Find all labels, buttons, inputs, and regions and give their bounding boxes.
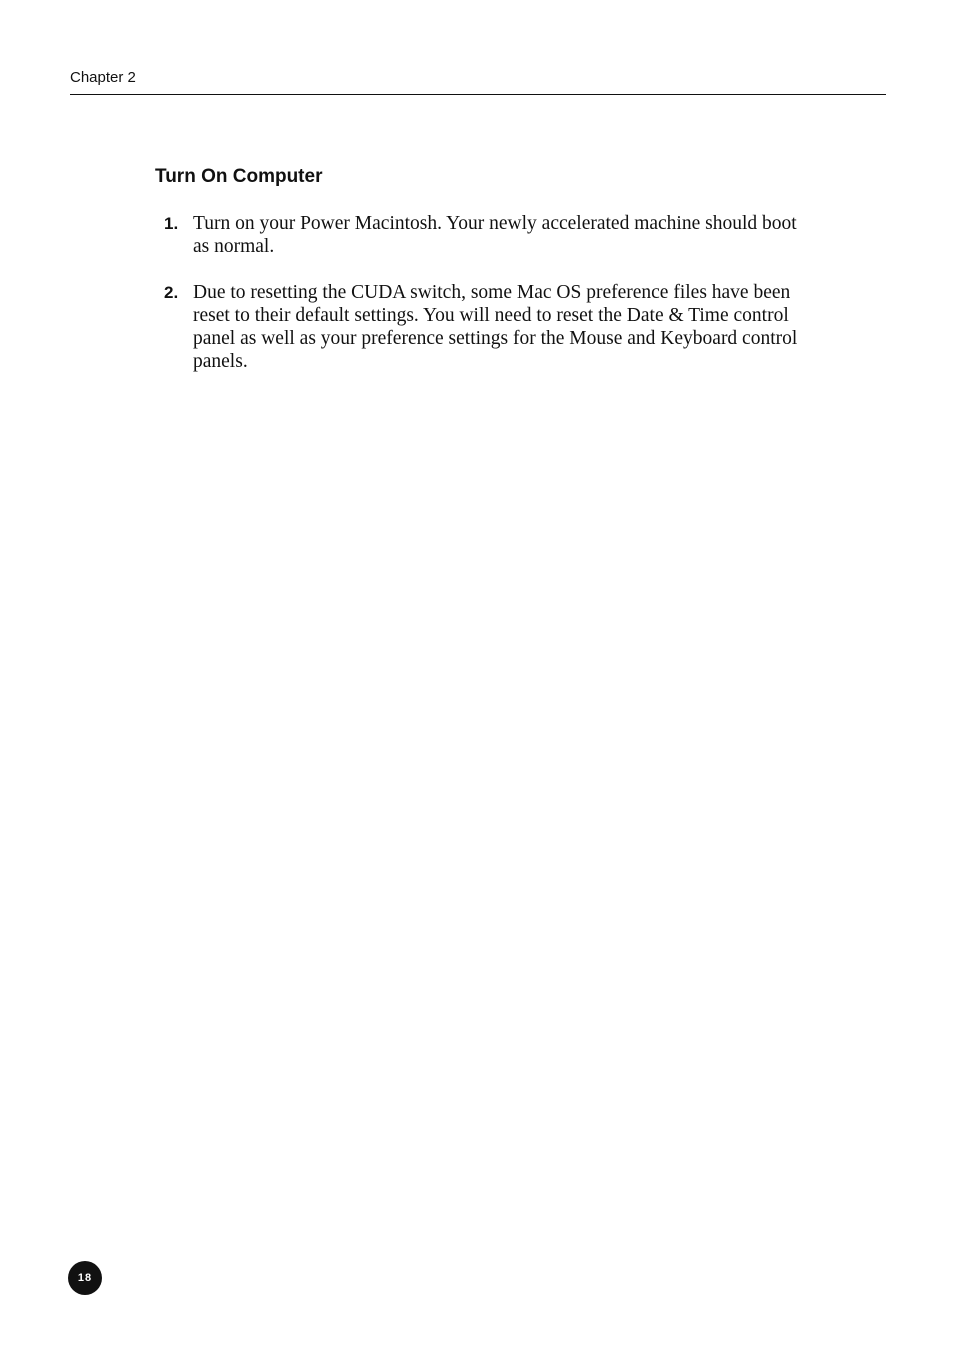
step-number: 1.	[164, 214, 179, 233]
step-item	[160, 281, 800, 373]
header-rule	[70, 94, 886, 95]
running-head: Chapter 2	[70, 69, 136, 86]
step-item	[160, 212, 800, 258]
steps-list	[160, 212, 800, 373]
step-text: Due to resetting the CUDA switch, some Mac OS preference files have been reset to their default settings. You will need to reset the Date & Time control panel as well as your preference settings for the Mouse and Keyboard control panels.	[193, 282, 798, 372]
step-number: 2.	[164, 283, 179, 302]
section-title: Turn On Computer	[155, 166, 323, 187]
step-text: Turn on your Power Macintosh. Your newly accelerated machine should boot as normal.	[193, 213, 797, 257]
page-number-badge: 18	[68, 1261, 102, 1295]
